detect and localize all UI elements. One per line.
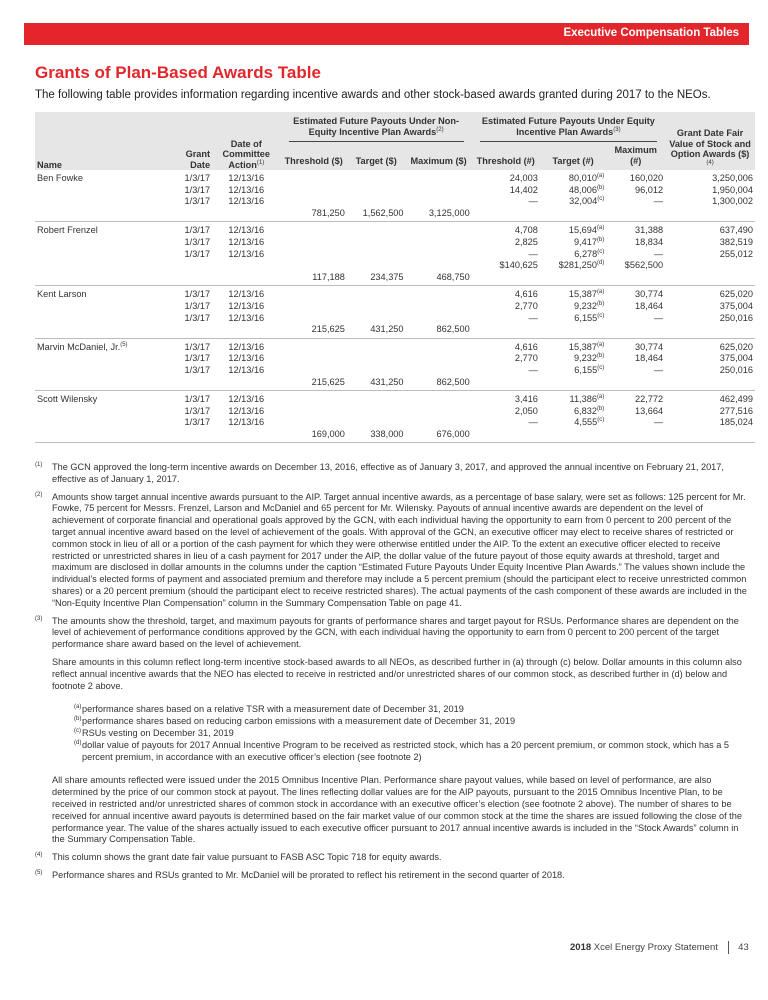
grant-date-cell: 1/3/17: [184, 394, 211, 405]
col-header-ne-maximum: Maximum ($): [406, 145, 472, 170]
fair-value-cell: [665, 324, 755, 338]
committee-action-cell: [212, 260, 280, 272]
fair-value-cell: 250,016: [719, 312, 753, 323]
table-row: [35, 260, 755, 272]
executive-name-cell: [35, 222, 173, 237]
eq-maximum-cell: [606, 429, 665, 443]
executive-name-cell: [35, 377, 173, 391]
table-row: [35, 406, 755, 418]
executive-name-cell: [35, 324, 173, 338]
page-number: 43: [738, 942, 749, 954]
committee-action-cell: [212, 324, 280, 338]
eq-threshold-cell: —: [528, 417, 538, 428]
ne-target-cell: [347, 353, 406, 365]
group-header-non-equity: Estimated Future Payouts Under Non-Equity Incentive Plan Awards$^{(2)}$: [281, 112, 472, 145]
eq-threshold-cell: 2,770: [514, 353, 538, 364]
section-banner: [24, 23, 749, 45]
eq-target-cell: [540, 429, 606, 443]
table-row: [35, 417, 755, 429]
col-header-eq-target: Target (#): [540, 145, 606, 170]
footnote-3: [35, 616, 753, 847]
ne-target-cell: [347, 301, 406, 313]
ne-threshold-cell: [281, 260, 347, 272]
ne-maximum-cell: 3,125,000: [406, 208, 472, 222]
table-row: [35, 365, 755, 377]
table-row: [35, 185, 755, 197]
fair-value-cell: [665, 429, 755, 443]
ne-maximum-cell: [406, 237, 472, 249]
committee-action-cell: 12/13/16: [228, 312, 265, 323]
table-row: [35, 272, 755, 286]
executive-name-cell: [35, 365, 173, 377]
eq-target-cell: 9,232$^{(b)}$: [573, 353, 605, 364]
eq-threshold-cell: 4,708: [514, 225, 538, 236]
eq-threshold-cell: 2,050: [514, 405, 538, 416]
grant-date-cell: [173, 377, 212, 391]
committee-action-cell: [212, 377, 280, 391]
ne-maximum-cell: [406, 313, 472, 325]
committee-action-cell: 12/13/16: [228, 405, 265, 416]
ne-maximum-cell: 468,750: [406, 272, 472, 286]
eq-maximum-cell: 18,464: [635, 353, 664, 364]
fair-value-cell: 185,024: [719, 417, 753, 428]
grant-date-cell: 1/3/17: [184, 405, 211, 416]
footer-divider: [728, 941, 729, 954]
grants-table-container: [35, 112, 755, 443]
ne-target-cell: [347, 313, 406, 325]
fair-value-cell: [665, 272, 755, 286]
ne-target-cell: [347, 365, 406, 377]
table-row: [35, 249, 755, 261]
ne-maximum-cell: [406, 417, 472, 429]
fair-value-cell: 3,250,006: [712, 173, 753, 183]
grant-date-cell: 1/3/17: [184, 289, 211, 300]
fair-value-cell: 625,020: [719, 289, 753, 300]
ne-target-cell: 1,562,500: [347, 208, 406, 222]
executive-name-cell: [35, 406, 173, 418]
footnote-4: [35, 852, 753, 864]
committee-action-cell: 12/13/16: [228, 300, 265, 311]
eq-threshold-cell: —: [528, 364, 538, 375]
eq-maximum-cell: —: [653, 417, 664, 428]
eq-maximum-cell: [606, 377, 665, 391]
page-title: Grants of Plan-Based Awards Table: [35, 63, 321, 82]
fair-value-cell: 250,016: [719, 364, 753, 375]
committee-action-cell: 12/13/16: [228, 236, 265, 247]
eq-target-cell: 4,555$^{(c)}$: [574, 417, 605, 428]
table-row: [35, 301, 755, 313]
eq-threshold-cell: 24,003: [509, 173, 538, 183]
executive-name-cell: [35, 417, 173, 429]
eq-threshold-cell: —: [528, 248, 538, 259]
grant-date-cell: 1/3/17: [184, 236, 211, 247]
eq-target-cell: 32,004$^{(c)}$: [569, 196, 605, 207]
executive-name-cell: [35, 391, 173, 406]
ne-target-cell: [347, 286, 406, 301]
fair-value-cell: 637,490: [719, 225, 753, 236]
ne-maximum-cell: 676,000: [406, 429, 472, 443]
col-header-committee-action: Date of Committee Action$^{(1)}$: [212, 112, 280, 170]
footer-publication: Xcel Energy Proxy Statement: [593, 942, 718, 954]
footnote-1: [35, 462, 753, 486]
committee-action-cell: [212, 272, 280, 286]
executive-name-cell: [35, 429, 173, 443]
col-header-eq-threshold: Threshold (#): [472, 145, 540, 170]
table-row: [35, 313, 755, 325]
executive-name-cell: [35, 301, 173, 313]
ne-target-cell: [347, 406, 406, 418]
committee-action-cell: 12/13/16: [228, 364, 265, 375]
ne-threshold-cell: [281, 237, 347, 249]
executive-name-cell: [35, 272, 173, 286]
executive-name-cell: [35, 208, 173, 222]
eq-maximum-cell: 30,774: [635, 289, 664, 300]
table-row: [35, 237, 755, 249]
executive-name-cell: [35, 170, 173, 185]
eq-maximum-cell: 30,774: [635, 341, 664, 352]
ne-threshold-cell: [281, 301, 347, 313]
eq-target-cell: 9,232$^{(b)}$: [573, 300, 605, 311]
ne-maximum-cell: [406, 301, 472, 313]
fair-value-cell: 382,519: [719, 236, 753, 247]
footnote-marker: (1): [35, 462, 43, 468]
committee-action-cell: 12/13/16: [228, 225, 265, 236]
eq-threshold-cell: 4,616: [514, 341, 538, 352]
fair-value-cell: 462,499: [719, 394, 753, 405]
eq-target-cell: $281,250$^{(d)}$: [558, 260, 605, 271]
eq-target-note: (d): [596, 260, 605, 267]
eq-target-cell: 6,278$^{(c)}$: [574, 248, 605, 259]
fair-value-cell: [665, 208, 755, 222]
sub-note-a: (a) performance shares based on a relative TSR with a measurement date of December 31, 2019: [74, 704, 464, 715]
eq-threshold-cell: [472, 429, 540, 443]
grant-date-cell: 1/3/17: [184, 364, 211, 375]
grant-date-cell: 1/3/17: [184, 353, 211, 364]
footer-year: 2018: [570, 942, 592, 954]
footnotes: [35, 462, 753, 888]
footnote-marker: (4): [35, 852, 43, 859]
grants-table: [35, 112, 755, 443]
col-header-fair-value: Grant Date Fair Value of Stock and Option Awards ($)$^{(4)}$: [665, 112, 755, 170]
ne-threshold-cell: [281, 222, 347, 237]
ne-target-cell: [347, 249, 406, 261]
eq-threshold-cell: [472, 377, 540, 391]
executive-name: Scott Wilensky: [37, 394, 98, 405]
sub-note-d: (d) dollar value of payouts for 2017 Annual Incentive Program to be received as restricted stock, which has a 20 percent premium, or common stock, which has a 5 percent premium, in accordance with an executive officer’s election (see footnote 2): [74, 739, 730, 762]
section-banner-text: Executive Compensation Tables: [563, 27, 739, 39]
ne-maximum-cell: [406, 170, 472, 185]
executive-name-cell: [35, 260, 173, 272]
eq-target-cell: [540, 272, 606, 286]
executive-name-cell: [35, 313, 173, 325]
eq-maximum-cell: —: [653, 248, 664, 259]
executive-name-cell: [35, 249, 173, 261]
eq-target-note: (a): [596, 172, 605, 179]
footnote-text: Amounts show target annual incentive awards pursuant to the AIP. Target annual incentive awards, as a percentage of base salary, were set as follows: 125 percent for Mr. Fowke, 75 percent for Messrs. Frenzel, Larson and McDaniel and 65 percent for Mr. Wilensky. Payouts of annual incentive awards are dependent on the level of achievement of corporate financial and operational goals approved by the GCN, with each individual having the opportunity to earn from 0 percent to 200 percent of the target annual incentive award based on the level of achievement of the goals. With approval of the GCN, an executive officer may elect to receive shares of restricted or common stock in lieu of all or a portion of the cash payment for which they were otherwise entitled under the AIP. To the extent an executive officer elected to receive restricted or unrestricted shares in lieu of a cash payment for 2017 under the AIP, the dollar value of the future payout of those equity awards at threshold, target and maximum are disclosed in dollar amounts in the columns under the caption “Estimated Future Payouts Under Equity Incentive Plan Awards.” The values shown include the individual’s elected forms of payment and associated premium and therefore may include a 5 percent premium (should the participant elect to receive unrestricted common shares) or a 20 percent premium (should the participant elect to receive restricted shares). The actual payments of the cash component of these awards are included in the “Non-Equity Incentive Plan Compensation” column in the Summary Compensation Table on page 41.: [52, 491, 747, 608]
eq-maximum-cell: $562,500: [624, 260, 664, 271]
executive-name-cell: [35, 237, 173, 249]
committee-action-cell: 12/13/16: [228, 184, 265, 195]
ne-threshold-cell: [281, 365, 347, 377]
executive-name: Robert Frenzel: [37, 225, 98, 236]
eq-maximum-cell: —: [653, 196, 664, 207]
intro-text: The following table provides information regarding incentive awards and other stock-based awards granted during 2017 to the NEOs.: [35, 89, 711, 101]
footnote-marker: (2): [35, 491, 43, 498]
ne-threshold-cell: 117,188: [281, 272, 347, 286]
eq-target-note: (b): [596, 184, 605, 191]
eq-target-note: (c): [597, 364, 605, 371]
eq-target-note: (b): [596, 353, 605, 360]
ne-maximum-cell: 862,500: [406, 324, 472, 338]
ne-target-cell: [347, 222, 406, 237]
page-footer: [570, 941, 749, 954]
ne-threshold-cell: [281, 185, 347, 197]
ne-threshold-cell: [281, 286, 347, 301]
eq-target-note: (b): [596, 405, 605, 412]
eq-threshold-cell: $140,625: [499, 260, 538, 271]
fair-value-cell: 255,012: [719, 248, 753, 259]
ne-maximum-cell: [406, 185, 472, 197]
grant-date-cell: 1/3/17: [184, 173, 211, 183]
eq-threshold-cell: 4,616: [514, 289, 538, 300]
eq-threshold-cell: [472, 324, 540, 338]
table-row: [35, 196, 755, 208]
ne-maximum-cell: [406, 260, 472, 272]
eq-target-note: (b): [596, 236, 605, 243]
eq-threshold-cell: —: [528, 196, 538, 207]
executive-name: Kent Larson: [37, 289, 87, 300]
grant-date-cell: 1/3/17: [184, 225, 211, 236]
eq-target-note: (a): [596, 341, 605, 348]
committee-action-cell: 12/13/16: [228, 394, 265, 405]
eq-target-cell: 6,155$^{(c)}$: [574, 364, 605, 375]
eq-threshold-cell: 2,770: [514, 300, 538, 311]
eq-target-cell: 6,832$^{(b)}$: [573, 405, 605, 416]
eq-target-note: (a): [596, 394, 605, 401]
eq-maximum-cell: 96,012: [635, 184, 664, 195]
eq-target-note: (a): [596, 225, 605, 232]
eq-target-cell: [540, 208, 606, 222]
eq-threshold-cell: 14,402: [509, 184, 538, 195]
ne-target-cell: 431,250: [347, 324, 406, 338]
committee-action-cell: 12/13/16: [228, 289, 265, 300]
table-row: [35, 324, 755, 338]
footnote-text: The GCN approved the long-term incentive awards on December 13, 2016, effective as of January 3, 2017, and approved the annual incentive on February 21, 2017, effective as of January 1, 2017.: [52, 462, 724, 484]
eq-target-note: (a): [596, 289, 605, 296]
col-header-ne-threshold: Threshold ($): [281, 145, 347, 170]
footnote-2: [35, 492, 753, 610]
eq-target-note: (c): [597, 248, 605, 255]
ne-threshold-cell: 169,000: [281, 429, 347, 443]
fair-value-cell: 277,516: [719, 405, 753, 416]
footnote-marker: (3): [35, 615, 43, 622]
eq-threshold-cell: 3,416: [514, 394, 538, 405]
ne-maximum-cell: 862,500: [406, 377, 472, 391]
col-header-grant-date: Grant Date: [173, 112, 212, 170]
fair-value-cell: [665, 260, 755, 272]
group-header-equity: Estimated Future Payouts Under Equity Incentive Plan Awards$^{(3)}$: [472, 112, 665, 145]
committee-action-cell: 12/13/16: [228, 173, 265, 183]
fair-value-cell: 625,020: [719, 341, 753, 352]
eq-maximum-cell: 22,772: [635, 394, 664, 405]
ne-threshold-cell: [281, 406, 347, 418]
eq-maximum-cell: —: [653, 312, 664, 323]
committee-action-cell: 12/13/16: [228, 353, 265, 364]
ne-threshold-cell: [281, 353, 347, 365]
ne-target-cell: [347, 391, 406, 406]
ne-maximum-cell: [406, 222, 472, 237]
grant-date-cell: [173, 272, 212, 286]
footnote-text: The amounts show the threshold, target, and maximum payouts for grants of performance shares and target payout for RSUs. Performance shares are dependent on the level of achievement of performance conditions approved by the GCN, with each individual having the opportunity to earn from 0 percent to 200 percent of the target performance share award based on the level of achievement.: [52, 615, 739, 650]
eq-target-cell: 15,694$^{(a)}$: [568, 225, 605, 236]
ne-maximum-cell: [406, 196, 472, 208]
eq-maximum-cell: 160,020: [629, 173, 664, 183]
ne-threshold-cell: [281, 196, 347, 208]
grant-date-cell: 1/3/17: [184, 184, 211, 195]
table-row: [35, 429, 755, 443]
footnote-text: All share amounts reflected were issued under the 2015 Omnibus Incentive Plan. Performance share payout values, while based on level of performance, are also determined by the price of our common stock at payout. The lines reflecting dollar values are for the AIP payouts, pursuant to the 2015 Omnibus Incentive Plan, to be received in restricted and/or unrestricted shares of common stock in accordance with an executive officer’s election (see footnote 2 above). The number of shares to be received for annual incentive award payouts is determined based on the fair market value of our common stock at the time the shares are issued following the close of the performance year. The value of the shares actually issued to each executive officer pursuant to 2017 annual incentive awards is included in the “Stock Awards” column in the Summary Compensation Table.: [52, 775, 742, 845]
committee-action-cell: 12/13/16: [228, 417, 265, 428]
grant-date-cell: 1/3/17: [184, 417, 211, 428]
ne-maximum-cell: [406, 286, 472, 301]
footnote-text: Performance shares and RSUs granted to Mr. McDaniel will be prorated to reflect his retirement in the second quarter of 2018.: [52, 869, 565, 880]
footnote-marker: (5): [35, 869, 43, 876]
grant-date-cell: 1/3/17: [184, 341, 211, 352]
executive-name-note: (5): [120, 341, 128, 348]
table-row: [35, 338, 755, 353]
fair-value-cell: 1,300,002: [712, 196, 753, 207]
eq-target-cell: 9,417$^{(b)}$: [573, 236, 605, 247]
eq-maximum-cell: 18,834: [635, 236, 664, 247]
committee-action-cell: 12/13/16: [228, 248, 265, 259]
fair-value-cell: 375,004: [719, 300, 753, 311]
executive-name-cell: [35, 196, 173, 208]
eq-maximum-cell: 31,388: [635, 225, 664, 236]
executive-name-cell: [35, 286, 173, 301]
ne-maximum-cell: [406, 338, 472, 353]
ne-target-cell: 338,000: [347, 429, 406, 443]
sub-note-c: (c) RSUs vesting on December 31, 2019: [74, 727, 234, 738]
grant-date-cell: 1/3/17: [184, 248, 211, 259]
eq-target-note: (c): [597, 196, 605, 203]
sub-note-b: (b) performance shares based on reducing carbon emissions with a measurement date of December 31, 2019: [74, 716, 516, 727]
executive-name: Ben Fowke: [37, 173, 83, 183]
eq-target-cell: [540, 324, 606, 338]
executive-name: Marvin McDaniel, Jr.: [37, 341, 121, 352]
fair-value-cell: 375,004: [719, 353, 753, 364]
table-row: [35, 170, 755, 185]
col-header-name: Name: [35, 112, 173, 170]
table-row: [35, 208, 755, 222]
table-body: [35, 170, 755, 443]
committee-action-cell: 12/13/16: [228, 341, 265, 352]
table-row: [35, 377, 755, 391]
ne-threshold-cell: [281, 313, 347, 325]
eq-maximum-cell: 18,464: [635, 300, 664, 311]
eq-threshold-cell: [472, 208, 540, 222]
grant-date-cell: [173, 324, 212, 338]
eq-maximum-cell: [606, 324, 665, 338]
eq-maximum-cell: 13,664: [635, 405, 664, 416]
eq-maximum-cell: [606, 208, 665, 222]
table-row: [35, 391, 755, 406]
ne-threshold-cell: [281, 338, 347, 353]
executive-name-cell: [35, 353, 173, 365]
ne-threshold-cell: [281, 249, 347, 261]
ne-target-cell: [347, 170, 406, 185]
eq-threshold-cell: [472, 272, 540, 286]
ne-target-cell: 431,250: [347, 377, 406, 391]
eq-maximum-cell: [606, 272, 665, 286]
eq-target-cell: 11,386$^{(a)}$: [569, 394, 605, 405]
ne-threshold-cell: 215,625: [281, 324, 347, 338]
ne-threshold-cell: 781,250: [281, 208, 347, 222]
ne-maximum-cell: [406, 391, 472, 406]
committee-action-cell: 12/13/16: [228, 196, 265, 207]
eq-target-note: (c): [597, 312, 605, 319]
col-header-eq-maximum: Maximum (#): [606, 145, 665, 170]
eq-maximum-cell: —: [653, 364, 664, 375]
ne-target-cell: [347, 237, 406, 249]
executive-name-cell: [35, 338, 173, 353]
table-row: [35, 286, 755, 301]
ne-target-cell: [347, 185, 406, 197]
fair-value-cell: [665, 377, 755, 391]
footnote-5: [35, 870, 753, 882]
grant-date-cell: [173, 208, 212, 222]
footnote-text: Share amounts in this column reflect long-term incentive stock-based awards to all NEOs, as described further in (a) through (c) below. Dollar amounts in this column also reflect annual incentive awards that the NEO has elected to receive in restricted and/or unrestricted shares of our common stock, as described further in (d) below and footnote 2 above.: [52, 656, 742, 691]
grant-date-cell: 1/3/17: [184, 196, 211, 207]
eq-target-cell: [540, 377, 606, 391]
executive-name-cell: [35, 185, 173, 197]
committee-action-cell: [212, 208, 280, 222]
ne-maximum-cell: [406, 406, 472, 418]
grant-date-cell: 1/3/17: [184, 300, 211, 311]
eq-target-cell: 15,387$^{(a)}$: [568, 289, 605, 300]
fair-value-cell: 1,950,004: [712, 184, 753, 195]
eq-threshold-cell: —: [528, 312, 538, 323]
grant-date-cell: 1/3/17: [184, 312, 211, 323]
ne-maximum-cell: [406, 249, 472, 261]
committee-action-cell: [212, 429, 280, 443]
ne-threshold-cell: [281, 417, 347, 429]
ne-threshold-cell: [281, 391, 347, 406]
footnote-text: This column shows the grant date fair value pursuant to FASB ASC Topic 718 for equity awards.: [52, 852, 442, 863]
ne-maximum-cell: [406, 365, 472, 377]
col-header-ne-target: Target ($): [347, 145, 406, 170]
ne-threshold-cell: 215,625: [281, 377, 347, 391]
table-row: [35, 222, 755, 237]
eq-threshold-cell: 2,825: [514, 236, 538, 247]
ne-target-cell: [347, 196, 406, 208]
eq-target-cell: 80,010$^{(a)}$: [568, 172, 605, 183]
ne-threshold-cell: [281, 170, 347, 185]
grant-date-cell: [173, 429, 212, 443]
ne-target-cell: 234,375: [347, 272, 406, 286]
eq-target-cell: 15,387$^{(a)}$: [568, 341, 605, 352]
ne-target-cell: [347, 417, 406, 429]
eq-target-cell: 48,006$^{(b)}$: [568, 184, 605, 195]
eq-target-cell: 6,155$^{(c)}$: [574, 312, 605, 323]
ne-target-cell: [347, 260, 406, 272]
eq-target-note: (b): [596, 300, 605, 307]
eq-target-note: (c): [597, 417, 605, 424]
ne-target-cell: [347, 338, 406, 353]
grant-date-cell: [173, 260, 212, 272]
ne-maximum-cell: [406, 353, 472, 365]
table-row: [35, 353, 755, 365]
